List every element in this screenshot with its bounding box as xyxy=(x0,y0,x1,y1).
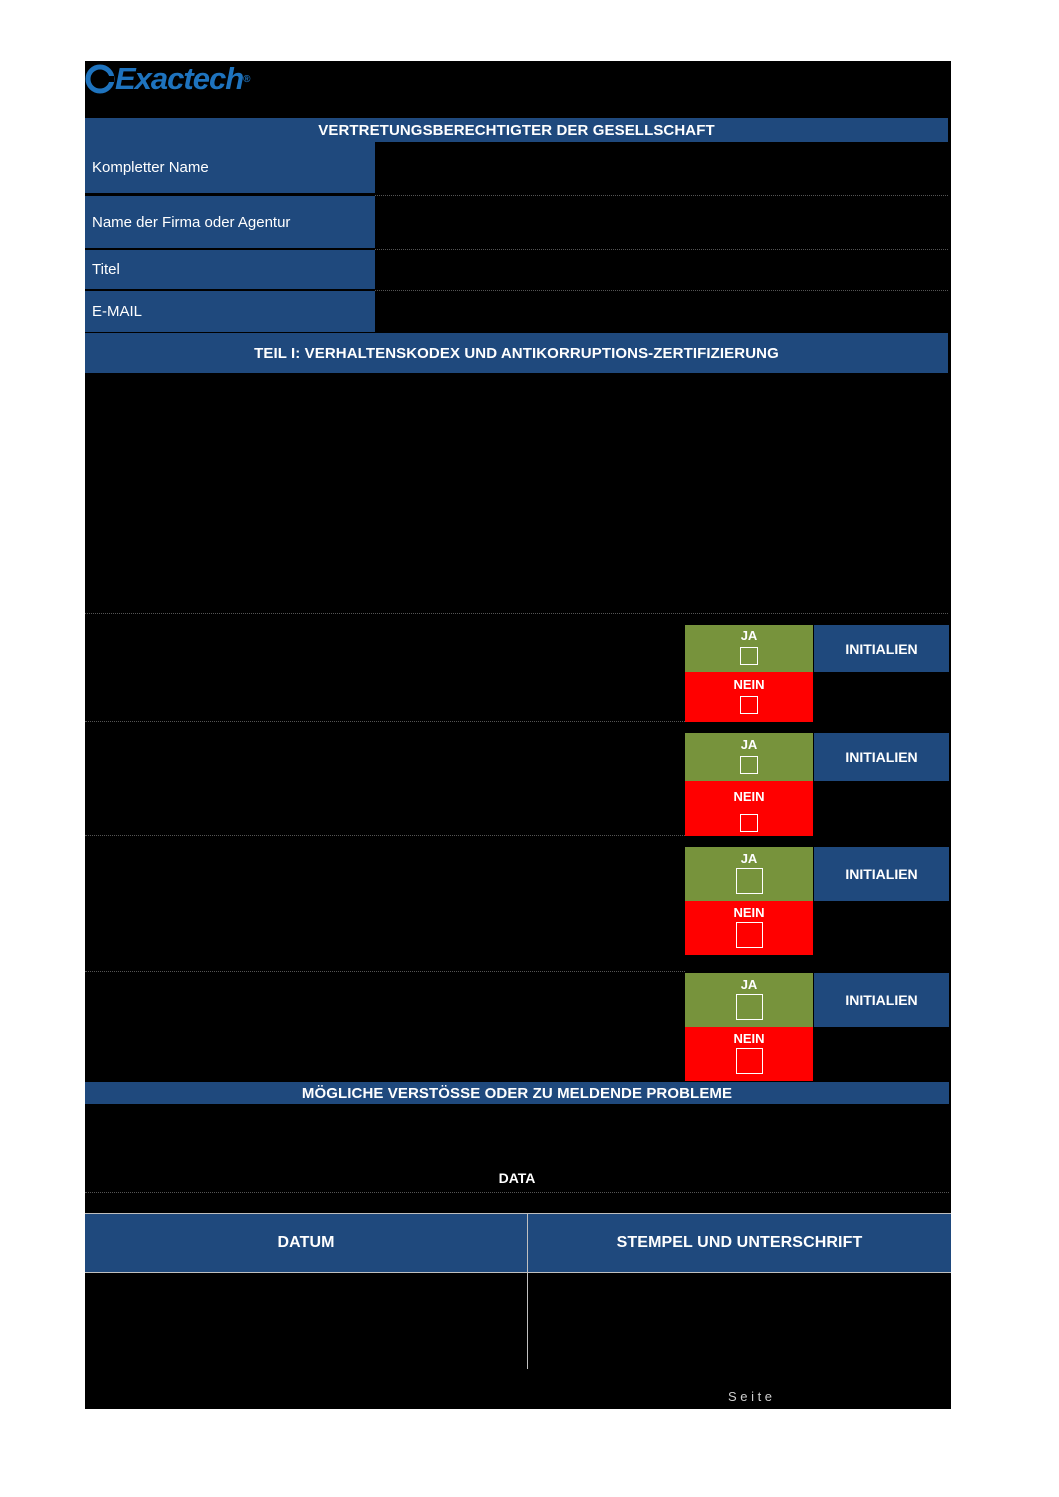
title-field[interactable] xyxy=(375,250,948,291)
question-text-4 xyxy=(85,973,685,1081)
no-checkbox-2[interactable] xyxy=(740,814,758,832)
no-option-1[interactable] xyxy=(685,672,813,722)
full-name-label: Kompletter Name xyxy=(85,142,375,194)
logo-text: Exactech xyxy=(115,61,244,96)
company-name-field[interactable] xyxy=(375,196,948,250)
question-text-3 xyxy=(85,847,685,972)
date-header: DATUM xyxy=(85,1213,527,1273)
initials-field-4[interactable] xyxy=(814,1027,949,1081)
yes-option-1[interactable] xyxy=(685,625,813,672)
no-checkbox-1[interactable] xyxy=(740,696,758,714)
stamp-signature-field[interactable] xyxy=(528,1273,951,1369)
page-footer: S e i t e xyxy=(727,1389,773,1404)
no-option-4[interactable] xyxy=(685,1027,813,1081)
yes-label-3: JA xyxy=(740,851,758,866)
stamp-signature-header: STEMPEL UND UNTERSCHRIFT xyxy=(528,1213,951,1273)
data-label: DATA xyxy=(498,1170,536,1186)
initials-label-4: INITIALIEN xyxy=(814,973,949,1027)
no-checkbox-4[interactable] xyxy=(736,1048,763,1074)
question-text-2 xyxy=(85,733,685,836)
initials-field-1[interactable] xyxy=(814,672,949,722)
question-text-1 xyxy=(85,625,685,722)
yes-label-4: JA xyxy=(740,977,758,992)
no-checkbox-3[interactable] xyxy=(736,922,763,948)
yes-checkbox-2[interactable] xyxy=(740,756,758,774)
title-label: Titel xyxy=(85,250,375,290)
yes-option-4[interactable] xyxy=(685,973,813,1027)
yes-option-3[interactable] xyxy=(685,847,813,901)
no-label-4: NEIN xyxy=(733,1031,765,1046)
no-label-3: NEIN xyxy=(733,905,765,920)
no-option-3[interactable] xyxy=(685,901,813,955)
no-label-2: NEIN xyxy=(733,789,765,804)
yes-label-1: JA xyxy=(740,628,758,643)
no-option-2[interactable] xyxy=(685,781,813,836)
initials-field-2[interactable] xyxy=(814,781,949,836)
no-label-1: NEIN xyxy=(733,677,765,692)
exactech-logo-icon xyxy=(85,64,115,94)
yes-checkbox-4[interactable] xyxy=(736,994,763,1020)
yes-checkbox-1[interactable] xyxy=(740,647,758,665)
initials-label-3: INITIALIEN xyxy=(814,847,949,901)
yes-checkbox-3[interactable] xyxy=(736,868,763,894)
initials-label-1: INITIALIEN xyxy=(814,625,949,672)
part1-header: TEIL I: VERHALTENSKODEX UND ANTIKORRUPTIONS-ZERTIFIZIERUNG xyxy=(85,333,948,373)
registered-mark: ® xyxy=(243,73,250,85)
form-page xyxy=(85,61,951,1409)
full-name-field[interactable] xyxy=(375,142,948,196)
yes-option-2[interactable] xyxy=(685,733,813,781)
violations-header: MÖGLICHE VERSTÖSSE ODER ZU MELDENDE PROBLEME xyxy=(85,1082,949,1104)
part1-text-area xyxy=(85,373,948,614)
yes-label-2: JA xyxy=(740,737,758,752)
representative-header: VERTRETUNGSBERECHTIGTER DER GESELLSCHAFT xyxy=(85,118,948,142)
initials-field-3[interactable] xyxy=(814,901,949,955)
company-name-label: Name der Firma oder Agentur xyxy=(85,196,375,249)
date-field[interactable] xyxy=(85,1273,527,1369)
email-field[interactable] xyxy=(375,291,948,332)
email-label: E-MAIL xyxy=(85,291,375,332)
initials-label-2: INITIALIEN xyxy=(814,733,949,781)
exactech-logo xyxy=(85,61,250,97)
